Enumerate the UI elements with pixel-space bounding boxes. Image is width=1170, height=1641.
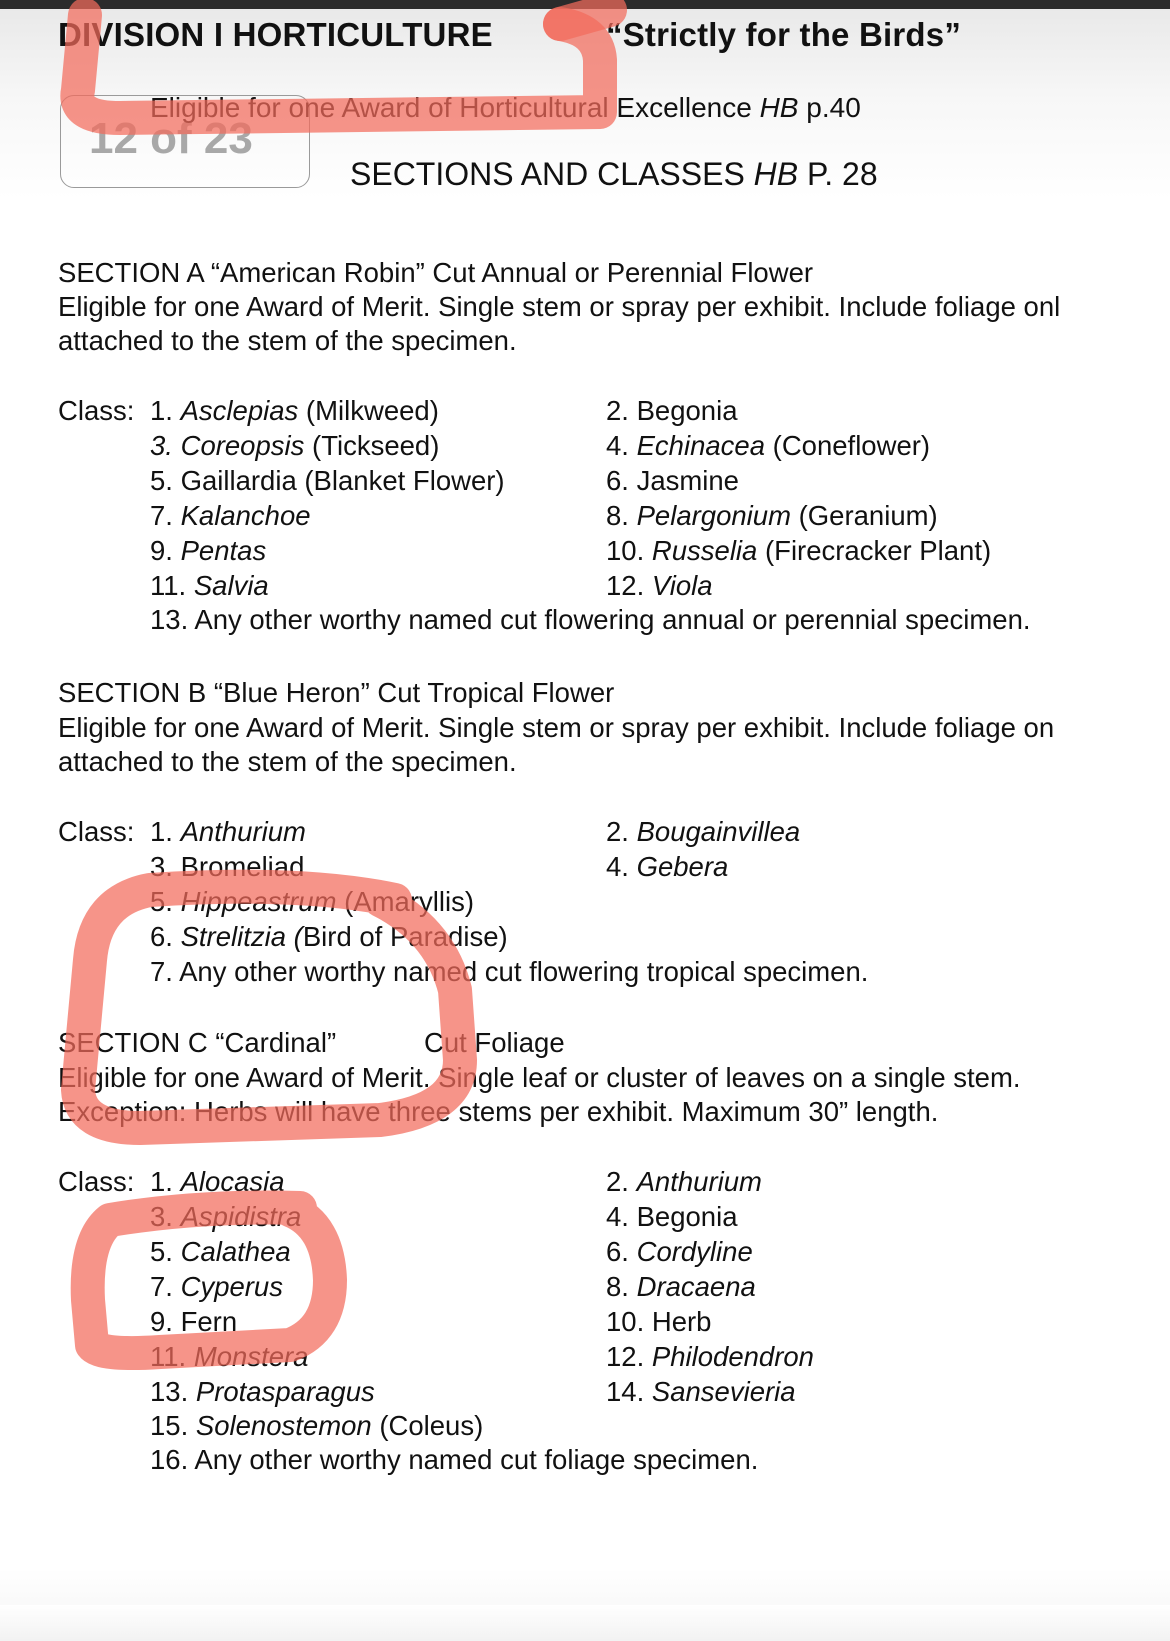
class-item: 12. Philodendron bbox=[606, 1341, 814, 1372]
class-item: 16. Any other worthy named cut foliage specimen. bbox=[150, 1444, 759, 1475]
class-item: 8. Pelargonium (Geranium) bbox=[606, 500, 938, 531]
class-item: 1. Alocasia bbox=[150, 1166, 285, 1197]
class-item: 4. Begonia bbox=[606, 1201, 738, 1232]
class-item: 6. Strelitzia (Bird of Paradise) bbox=[150, 921, 508, 952]
page-indicator-text: 12 of 23 bbox=[89, 114, 253, 163]
section-b-heading: SECTION B “Blue Heron” Cut Tropical Flower bbox=[58, 677, 615, 708]
class-item: 11. Salvia bbox=[150, 570, 269, 601]
class-item: 14. Sansevieria bbox=[606, 1376, 796, 1407]
class-item: 12. Viola bbox=[606, 570, 713, 601]
section-a-heading: SECTION A “American Robin” Cut Annual or Perennial Flower bbox=[58, 257, 814, 288]
class-item: 7. Cyperus bbox=[150, 1271, 283, 1302]
class-item: 5. Calathea bbox=[150, 1236, 291, 1267]
class-item: 9. Fern bbox=[150, 1306, 238, 1337]
section-a-rule-1: Eligible for one Award of Merit. Single stem or spray per exhibit. Include foliage onl bbox=[58, 291, 1061, 322]
class-item: 10. Russelia (Firecracker Plant) bbox=[606, 535, 992, 566]
class-item: 2. Bougainvillea bbox=[606, 816, 801, 847]
class-item: 11. Monstera bbox=[150, 1341, 309, 1372]
class-item: 10. Herb bbox=[606, 1306, 712, 1337]
class-item: 6. Cordyline bbox=[606, 1236, 753, 1267]
section-b-rule-2: attached to the stem of the specimen. bbox=[58, 746, 517, 777]
class-item: 1. Asclepias (Milkweed) bbox=[150, 395, 439, 426]
class-item: 7. Kalanchoe bbox=[150, 500, 311, 531]
section-c-rule-2: Exception: Herbs will have three stems per exhibit. Maximum 30” length. bbox=[58, 1096, 939, 1127]
class-item: 1. Anthurium bbox=[150, 816, 306, 847]
page-footer bbox=[0, 1605, 1170, 1641]
class-item: 9. Pentas bbox=[150, 535, 267, 566]
division-title: DIVISION I HORTICULTURE bbox=[58, 16, 493, 53]
sections-heading: SECTIONS AND CLASSES HB P. 28 bbox=[350, 156, 878, 192]
class-item: 4. Echinacea (Coneflower) bbox=[606, 430, 931, 461]
class-item: 5. Hippeastrum (Amaryllis) bbox=[150, 886, 474, 917]
class-item: 3. Coreopsis (Tickseed) bbox=[150, 430, 440, 461]
class-label: Class: bbox=[58, 816, 135, 847]
class-item: 5. Gaillardia (Blanket Flower) bbox=[150, 465, 505, 496]
class-item: 2. Anthurium bbox=[606, 1166, 762, 1197]
class-item: 13. Any other worthy named cut flowering annual or perennial specimen. bbox=[150, 604, 1031, 635]
class-item: 3. Bromeliad bbox=[150, 851, 305, 882]
theme-title: “Strictly for the Birds” bbox=[606, 16, 962, 53]
class-item: 4. Gebera bbox=[606, 851, 729, 882]
class-label: Class: bbox=[58, 1166, 135, 1197]
class-item: 7. Any other worthy named cut flowering tropical specimen. bbox=[150, 956, 869, 987]
eligibility-line: Eligible for one Award of Horticultural Excellence HB p.40 bbox=[150, 92, 861, 123]
class-item: 15. Solenostemon (Coleus) bbox=[150, 1410, 484, 1441]
class-item: 8. Dracaena bbox=[606, 1271, 756, 1302]
top-bar bbox=[0, 0, 1170, 9]
class-item: 3. Aspidistra bbox=[150, 1201, 302, 1232]
section-c-subtitle: Cut Foliage bbox=[424, 1027, 565, 1058]
section-c-rule-1: Eligible for one Award of Merit. Single leaf or cluster of leaves on a single stem. bbox=[58, 1062, 1021, 1093]
class-item: 6. Jasmine bbox=[606, 465, 739, 496]
section-c-heading: SECTION C “Cardinal” bbox=[58, 1027, 337, 1058]
class-item: 2. Begonia bbox=[606, 395, 738, 426]
section-b-rule-1: Eligible for one Award of Merit. Single stem or spray per exhibit. Include foliage on bbox=[58, 712, 1055, 743]
section-a-rule-2: attached to the stem of the specimen. bbox=[58, 325, 517, 356]
class-item: 13. Protasparagus bbox=[150, 1376, 375, 1407]
class-label: Class: bbox=[58, 395, 135, 426]
